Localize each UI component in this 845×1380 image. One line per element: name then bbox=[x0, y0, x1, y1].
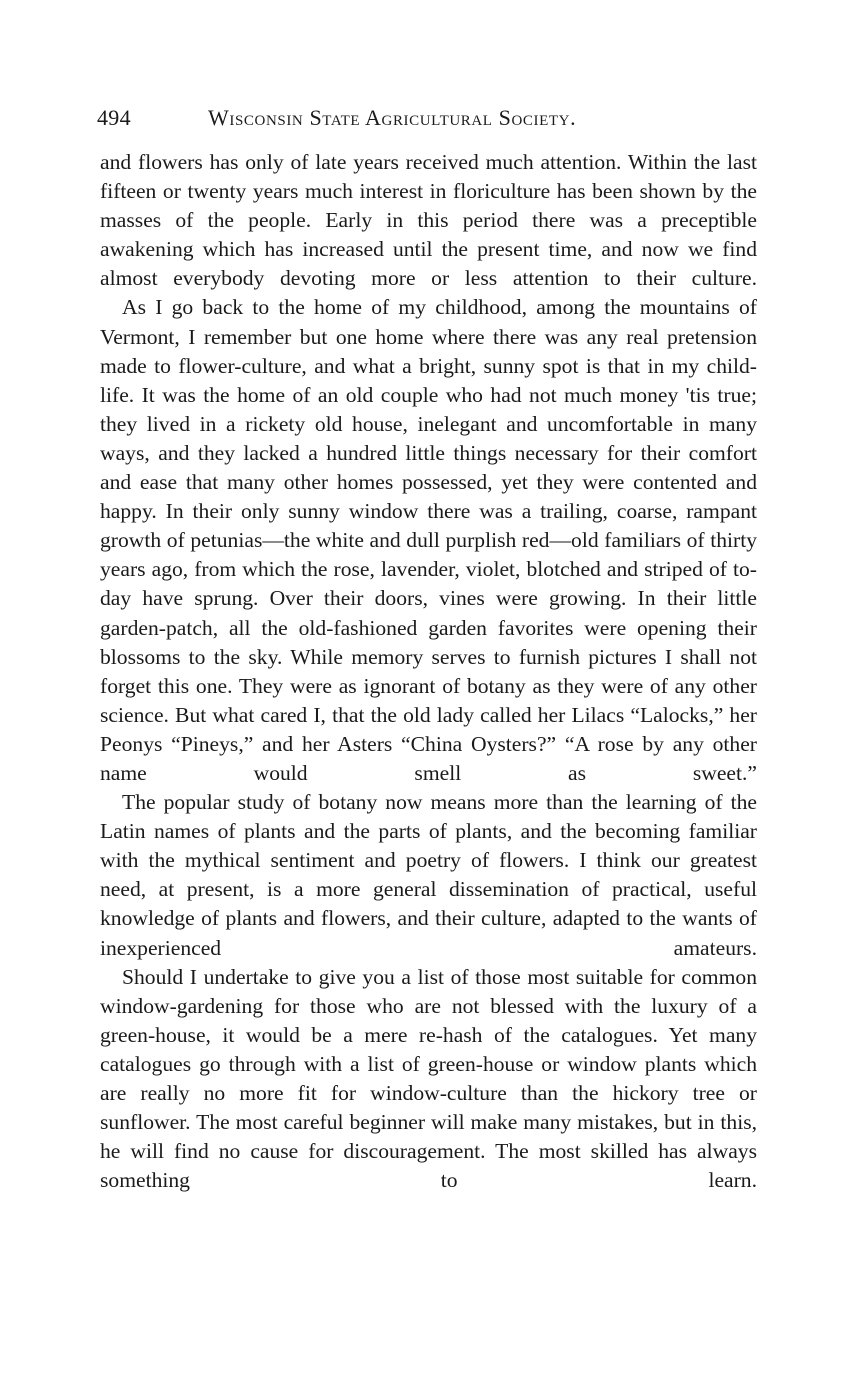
journal-title: Wisconsin State Agricultural Society. bbox=[208, 105, 577, 130]
paragraph-3: The popular study of botany now means more than the learning of the Latin names of plants and the parts of plants, and the becoming familiar with the mythical sentiment and poetry of flowers. I think our greatest need, at present, is a more general dissemination of practical, useful knowledge of plants and flowers, and their culture, adapted to the wants of inexperienced amateurs. bbox=[100, 790, 757, 960]
running-head bbox=[97, 105, 747, 135]
paragraph-4: Should I undertake to give you a list of those most suitable for common window-gardening for those who are not blessed with the luxury of a green-house, it would be a mere re-hash of the catalogues. Yet many catalogues go through with a list of green-house or window plants which are really no more fit for window-culture than the hickory tree or sunflower. The most careful beginner will make many mistakes, but in this, he will find no cause for discouragement. The most skilled has always something to learn. bbox=[100, 964, 757, 1193]
paragraph-2: As I go back to the home of my childhood, among the mountains of Vermont, I remember but one home where there was any real pretension made to flower-culture, and what a bright, sunny spot is that in my child-life. It was the home of an old couple who had not much money 'tis true; they lived in a rickety old house, inelegant and uncomfortable in many ways, and they lacked a hundred little things necessary for their comfort and ease that many other homes possessed, yet they were contented and happy. In their only sunny window there was a trailing, coarse, rampant growth of petunias—the white and dull purplish red—old familiars of thirty years ago, from which the rose, lavender, violet, blotched and striped of to-day have sprung. Over their doors, vines were growing. In their little garden-patch, all the old-fashioned garden favorites were opening their blossoms to the sky. While memory serves to furnish pictures I shall not forget this one. They were as ignorant of botany as they were of any other science. But what cared I, that the old lady called her Lilacs “Lalocks,” her Peonys “Pineys,” and her Asters “China Oysters?” “A rose by any other name would smell as sweet.” bbox=[100, 295, 757, 785]
page-number: 494 bbox=[97, 105, 131, 130]
paragraph-1: and flowers has only of late years received much attention. Within the last fifteen or twenty years much interest in floriculture has been shown by the masses of the people. Early in this period there was a preceptible awakening which has increased until the present time, and now we find almost everybody devoting more or less attention to their culture. bbox=[100, 150, 757, 291]
page-body bbox=[100, 148, 757, 1195]
